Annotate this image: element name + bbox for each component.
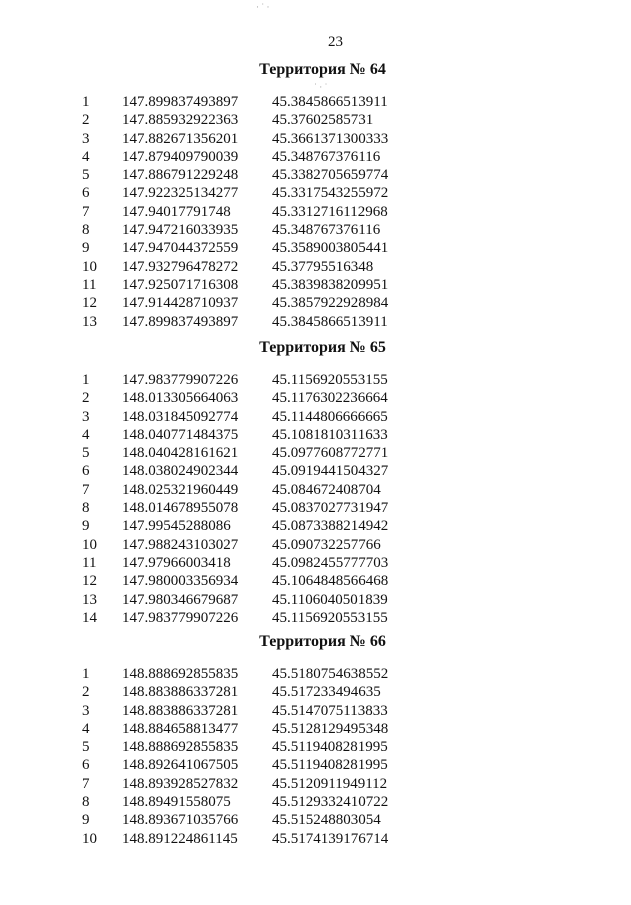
y-coordinate: 45.5174139176714 [272,830,389,847]
x-coordinate: 147.97966003418 [122,554,231,571]
y-coordinate: 45.348767376116 [272,222,381,239]
row-number: 3 [82,408,90,425]
y-coordinate: 45.3857922928984 [272,295,389,312]
table-row [82,313,432,331]
x-coordinate: 147.947216033935 [122,222,239,239]
x-coordinate: 148.884658813477 [122,720,239,737]
table-row [82,683,432,701]
y-coordinate: 45.1081810311633 [272,426,388,443]
row-number: 6 [82,463,90,480]
y-coordinate: 45.084672408704 [272,481,381,498]
row-number: 14 [82,609,97,626]
y-coordinate: 45.3312716112968 [272,203,388,220]
table-row [82,276,432,294]
x-coordinate: 147.886791229248 [122,167,239,184]
row-number: 6 [82,185,90,202]
y-coordinate: 45.3317543255972 [272,185,389,202]
row-number: 1 [82,666,90,682]
x-coordinate: 147.947044372559 [122,240,239,257]
row-number: 5 [82,445,90,462]
y-coordinate: 45.3845866513911 [272,313,388,330]
row-number: 8 [82,500,90,517]
x-coordinate: 148.883886337281 [122,702,239,719]
row-number: 13 [82,313,97,330]
row-number: 7 [82,203,90,220]
table-row [82,591,432,609]
x-coordinate: 147.980346679687 [122,591,239,608]
y-coordinate: 45.37795516348 [272,258,374,275]
table-row [82,756,432,774]
row-number: 13 [82,591,97,608]
x-coordinate: 148.014678955078 [122,500,239,517]
row-number: 4 [82,426,90,443]
x-coordinate: 148.040428161621 [122,445,239,462]
row-number: 9 [82,518,90,535]
x-coordinate: 148.892641067505 [122,757,239,774]
y-coordinate: 45.5120911949112 [272,775,388,792]
table-row [82,221,432,239]
x-coordinate: 147.922325134277 [122,185,239,202]
y-coordinate: 45.5119408281995 [272,739,388,756]
y-coordinate: 45.1064848566468 [272,573,389,590]
row-number: 4 [82,720,90,737]
y-coordinate: 45.3839838209951 [272,276,389,293]
x-coordinate: 147.914428710937 [122,295,239,312]
coordinates-table [82,665,432,848]
x-coordinate: 148.888692855835 [122,739,239,756]
row-number: 5 [82,167,90,184]
table-row [82,166,432,184]
x-coordinate: 148.893928527832 [122,775,239,792]
table-row [82,609,432,627]
x-coordinate: 147.882671356201 [122,130,239,147]
territory-title: Территория № 65 [259,339,386,356]
row-number: 3 [82,702,90,719]
row-number: 7 [82,775,90,792]
y-coordinate: 45.5147075113833 [272,702,388,719]
scan-speck: · ˙ · [256,2,270,12]
y-coordinate: 45.1106040501839 [272,591,388,608]
table-row [82,738,432,756]
x-coordinate: 148.038024902344 [122,463,239,480]
row-number: 11 [82,276,97,293]
y-coordinate: 45.348767376116 [272,148,381,165]
table-row [82,426,432,444]
scan-speck: ˙ · ˙ [314,82,328,92]
row-number: 6 [82,757,90,774]
table-row [82,239,432,257]
table-row [82,371,432,389]
y-coordinate: 45.0977608772771 [272,445,389,462]
table-row [82,830,432,848]
y-coordinate: 45.3661371300333 [272,130,389,147]
row-number: 8 [82,222,90,239]
y-coordinate: 45.5180754638552 [272,666,389,682]
x-coordinate: 148.031845092774 [122,408,239,425]
table-row [82,444,432,462]
row-number: 9 [82,812,90,829]
table-row [82,811,432,829]
territory-title: Территория № 66 [259,633,386,650]
page-number: 23 [328,34,343,50]
y-coordinate: 45.3382705659774 [272,167,389,184]
row-number: 1 [82,94,90,110]
table-row [82,258,432,276]
territory-64-section [0,60,631,330]
x-coordinate: 148.883886337281 [122,684,239,701]
y-coordinate: 45.1156920553155 [272,609,388,626]
table-row [82,203,432,221]
x-coordinate: 147.988243103027 [122,536,239,553]
table-row [82,93,432,111]
x-coordinate: 147.879409790039 [122,148,239,165]
table-row [82,720,432,738]
y-coordinate: 45.3589003805441 [272,240,389,257]
y-coordinate: 45.1176302236664 [272,390,388,407]
row-number: 12 [82,573,97,590]
table-row [82,517,432,535]
y-coordinate: 45.5128129495348 [272,720,389,737]
y-coordinate: 45.0982455777703 [272,554,389,571]
table-row [82,481,432,499]
table-row [82,536,432,554]
row-number: 9 [82,240,90,257]
table-row [82,554,432,572]
row-number: 7 [82,481,90,498]
coordinates-table [82,371,432,627]
y-coordinate: 45.0837027731947 [272,500,389,517]
y-coordinate: 45.517233494635 [272,684,381,701]
y-coordinate: 45.5129332410722 [272,794,389,811]
y-coordinate: 45.515248803054 [272,812,381,829]
table-row [82,499,432,517]
row-number: 2 [82,112,90,129]
table-row [82,793,432,811]
table-row [82,408,432,426]
row-number: 2 [82,390,90,407]
y-coordinate: 45.5119408281995 [272,757,388,774]
row-number: 10 [82,258,97,275]
row-number: 5 [82,739,90,756]
x-coordinate: 147.983779907226 [122,609,239,626]
table-row [82,775,432,793]
y-coordinate: 45.0919441504327 [272,463,389,480]
x-coordinate: 148.040771484375 [122,426,239,443]
territory-66-section [0,632,631,847]
x-coordinate: 148.013305664063 [122,390,239,407]
table-row [82,462,432,480]
row-number: 1 [82,372,90,388]
territory-65-section [0,338,631,626]
x-coordinate: 147.932796478272 [122,258,239,275]
x-coordinate: 147.899837493897 [122,313,239,330]
x-coordinate: 147.980003356934 [122,573,239,590]
row-number: 8 [82,794,90,811]
y-coordinate: 45.1156920553155 [272,372,388,388]
row-number: 10 [82,536,97,553]
y-coordinate: 45.1144806666665 [272,408,388,425]
x-coordinate: 148.891224861145 [122,830,238,847]
table-row [82,294,432,312]
table-row [82,665,432,683]
x-coordinate: 148.89491558075 [122,794,231,811]
x-coordinate: 147.925071716308 [122,276,239,293]
table-row [82,111,432,129]
row-number: 4 [82,148,90,165]
y-coordinate: 45.3845866513911 [272,94,388,110]
x-coordinate: 148.893671035766 [122,812,239,829]
x-coordinate: 147.99545288086 [122,518,231,535]
table-row [82,572,432,590]
x-coordinate: 147.94017791748 [122,203,231,220]
table-row [82,130,432,148]
table-row [82,389,432,407]
table-row [82,148,432,166]
x-coordinate: 147.885932922363 [122,112,239,129]
x-coordinate: 147.899837493897 [122,94,239,110]
territory-title: Территория № 64 [259,61,386,78]
x-coordinate: 148.025321960449 [122,481,239,498]
row-number: 12 [82,295,97,312]
row-number: 2 [82,684,90,701]
y-coordinate: 45.37602585731 [272,112,374,129]
y-coordinate: 45.090732257766 [272,536,381,553]
y-coordinate: 45.0873388214942 [272,518,389,535]
row-number: 11 [82,554,97,571]
row-number: 3 [82,130,90,147]
coordinates-table [82,93,432,331]
x-coordinate: 148.888692855835 [122,666,239,682]
table-row [82,702,432,720]
x-coordinate: 147.983779907226 [122,372,239,388]
row-number: 10 [82,830,97,847]
table-row [82,184,432,202]
